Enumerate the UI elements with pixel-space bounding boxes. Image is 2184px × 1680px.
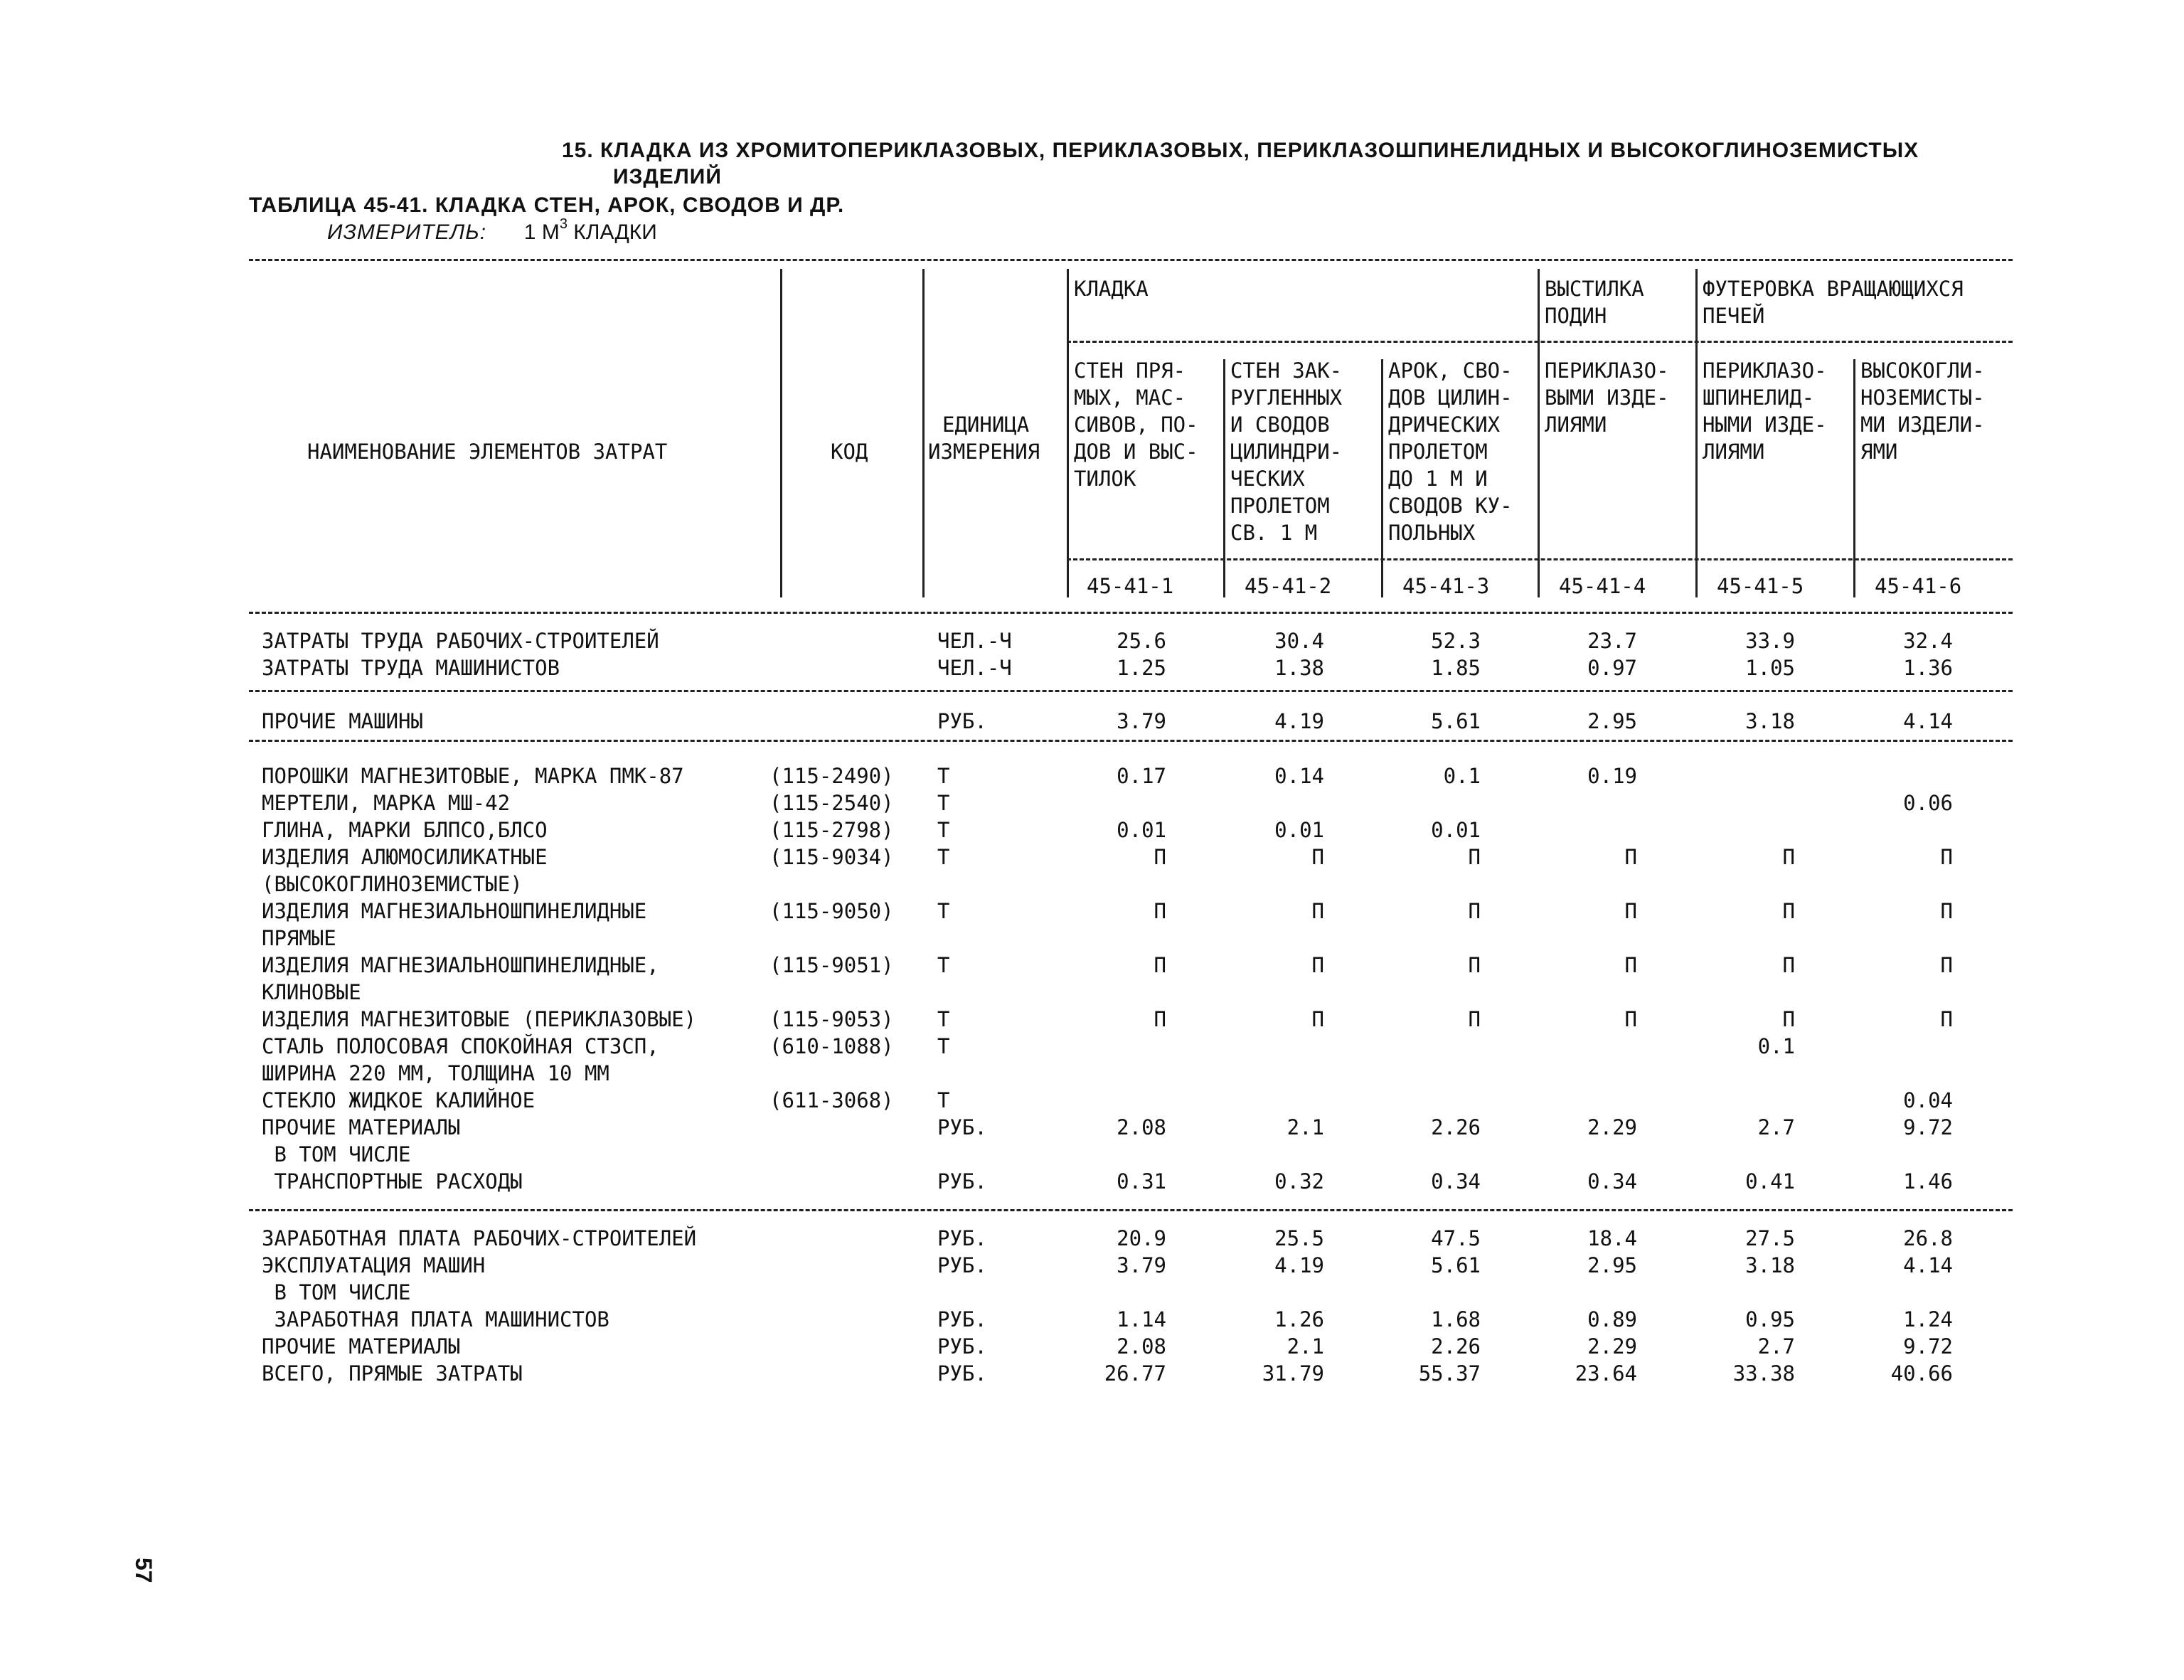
row-value-col4: 23.7 (1587, 629, 1637, 653)
header-code-6: 45-41-6 (1875, 574, 1962, 598)
row-unit: Т (937, 953, 950, 977)
row-value-col2: 2.1 (1287, 1334, 1324, 1359)
row-name: МЕРТЕЛИ, МАРКА МШ-42 (262, 791, 511, 815)
row-name: ИЗДЕЛИЯ АЛЮМОСИЛИКАТНЫЕ (262, 845, 548, 869)
row-value-col4: 2.29 (1587, 1115, 1637, 1139)
row-name: КЛИНОВЫЕ (262, 980, 361, 1004)
section-rule-2 (249, 740, 2013, 742)
row-value-col3: 55.37 (1418, 1361, 1481, 1386)
header-unit-col-line2: ИЗМЕРЕНИЯ (928, 440, 1040, 464)
row-value-col6: 4.14 (1903, 709, 1953, 733)
row-value-col5: П (1782, 845, 1795, 869)
row-value-col5: 0.41 (1745, 1169, 1795, 1193)
row-code: (115-9050) (769, 899, 894, 923)
header-sub-6: ВЫСОКОГЛИ- НОЗЕМИСТЫ- МИ ИЗДЕЛИ- ЯМИ (1860, 358, 1985, 464)
row-name: ПРОЧИЕ МАШИНЫ (262, 709, 423, 733)
row-code: (115-9034) (769, 845, 894, 869)
row-value-col2: 0.01 (1274, 818, 1324, 842)
row-value-col3: 5.61 (1431, 709, 1481, 733)
row-name: ИЗДЕЛИЯ МАГНЕЗИАЛЬНОШПИНЕЛИДНЫЕ (262, 899, 647, 923)
row-unit: РУБ. (937, 1253, 987, 1277)
row-value-col2: П (1311, 953, 1324, 977)
header-group-rule (1067, 341, 2013, 343)
row-value-col6: 1.46 (1903, 1169, 1953, 1193)
header-group-vystilka: ВЫСТИЛКА ПОДИН (1545, 277, 1644, 328)
row-name: ЗАТРАТЫ ТРУДА МАШИНИСТОВ (262, 656, 560, 680)
row-value-col2: П (1311, 845, 1324, 869)
measure-unit: 1 М (523, 220, 560, 244)
row-value-col3: П (1468, 845, 1481, 869)
header-divider-col4 (1538, 269, 1540, 597)
row-value-col1: 1.25 (1117, 656, 1166, 680)
row-code: (115-2490) (769, 764, 894, 788)
row-code: (115-9051) (769, 953, 894, 977)
row-value-col6: 32.4 (1903, 629, 1953, 653)
row-name: ЗАТРАТЫ ТРУДА РАБОЧИХ-СТРОИТЕЛЕЙ (262, 629, 659, 653)
header-bottom-rule (249, 612, 2013, 614)
row-unit: Т (937, 899, 950, 923)
row-value-col6: 26.8 (1903, 1226, 1953, 1250)
row-value-col4: П (1624, 1007, 1637, 1031)
row-unit: РУБ. (937, 1307, 987, 1331)
row-value-col3: 0.1 (1443, 764, 1481, 788)
header-code-4: 45-41-4 (1559, 574, 1646, 598)
row-value-col5: 33.38 (1732, 1361, 1795, 1386)
row-name: В ТОМ ЧИСЛЕ (262, 1142, 411, 1166)
header-divider-col2 (1223, 359, 1225, 597)
row-value-col1: 3.79 (1117, 1253, 1166, 1277)
row-value-col3: П (1468, 899, 1481, 923)
row-unit: РУБ. (937, 1334, 987, 1359)
row-value-col2: П (1311, 1007, 1324, 1031)
row-value-col5: 2.7 (1757, 1334, 1795, 1359)
row-value-col2: 30.4 (1274, 629, 1324, 653)
row-value-col4: П (1624, 899, 1637, 923)
row-name: ВСЕГО, ПРЯМЫЕ ЗАТРАТЫ (262, 1361, 523, 1386)
header-sub-3: АРОК, СВО- ДОВ ЦИЛИН- ДРИЧЕСКИХ ПРОЛЕТОМ ДО 1 М И СВОДОВ КУ- ПОЛЬНЫХ (1388, 358, 1513, 545)
row-name: ТРАНСПОРТНЫЕ РАСХОДЫ (262, 1169, 523, 1193)
row-value-col1: П (1154, 899, 1166, 923)
row-value-col3: П (1468, 953, 1481, 977)
row-value-col5: 1.05 (1745, 656, 1795, 680)
header-group-kladka: КЛАДКА (1074, 277, 1149, 301)
row-name: ПРЯМЫЕ (262, 926, 336, 950)
row-value-col4: 0.19 (1587, 764, 1637, 788)
row-value-col5: 0.1 (1757, 1034, 1795, 1058)
header-sub-1: СТЕН ПРЯ- МЫХ, МАС- СИВОВ, ПО- ДОВ И ВЫС- ТИЛОК (1074, 358, 1198, 491)
row-value-col4: 23.64 (1575, 1361, 1637, 1386)
row-value-col6: 1.24 (1903, 1307, 1953, 1331)
measure-label: ИЗМЕРИТЕЛЬ: (327, 220, 487, 244)
row-value-col4: 2.29 (1587, 1334, 1637, 1359)
section-rule-1 (249, 690, 2013, 692)
row-value-col4: 0.89 (1587, 1307, 1637, 1331)
section-rule-3 (249, 1209, 2013, 1211)
page-number: 57 (131, 1558, 156, 1583)
measure-unit-object: КЛАДКИ (573, 220, 657, 244)
row-value-col6: П (1940, 1007, 1953, 1031)
row-unit: Т (937, 1034, 950, 1058)
row-value-col2: 0.32 (1274, 1169, 1324, 1193)
row-value-col6: П (1940, 899, 1953, 923)
row-value-col2: 1.26 (1274, 1307, 1324, 1331)
row-value-col5: 0.95 (1745, 1307, 1795, 1331)
header-divider-unit-data (1067, 269, 1069, 597)
row-value-col3: 2.26 (1431, 1115, 1481, 1139)
row-name: ЗАРАБОТНАЯ ПЛАТА РАБОЧИХ-СТРОИТЕЛЕЙ (262, 1226, 697, 1250)
row-value-col3: 2.26 (1431, 1334, 1481, 1359)
header-code-col: КОД (831, 440, 868, 464)
header-divider-col3 (1381, 359, 1383, 597)
header-code-1: 45-41-1 (1087, 574, 1174, 598)
row-code: (115-2540) (769, 791, 894, 815)
row-unit: Т (937, 764, 950, 788)
header-unit-col-line1: ЕДИНИЦА (942, 413, 1030, 437)
row-value-col3: 1.68 (1431, 1307, 1481, 1331)
row-unit: Т (937, 818, 950, 842)
row-value-col4: 2.95 (1587, 709, 1637, 733)
row-value-col2: П (1311, 899, 1324, 923)
row-unit: Т (937, 791, 950, 815)
row-value-col3: 0.34 (1431, 1169, 1481, 1193)
row-value-col1: П (1154, 1007, 1166, 1031)
row-name: В ТОМ ЧИСЛЕ (262, 1280, 411, 1304)
row-name: ШИРИНА 220 ММ, ТОЛЩИНА 10 ММ (262, 1061, 609, 1085)
header-sub-4: ПЕРИКЛАЗО- ВЫМИ ИЗДЕ- ЛИЯМИ (1545, 358, 1669, 437)
row-value-col3: 5.61 (1431, 1253, 1481, 1277)
header-divider-code-unit (922, 269, 925, 597)
row-value-col1: 0.01 (1117, 818, 1166, 842)
row-value-col4: 18.4 (1587, 1226, 1637, 1250)
row-value-col1: 26.77 (1104, 1361, 1166, 1386)
row-value-col3: 1.85 (1431, 656, 1481, 680)
row-value-col3: П (1468, 1007, 1481, 1031)
row-unit: РУБ. (937, 1361, 987, 1386)
row-unit: РУБ. (937, 1115, 987, 1139)
section-title-line1: 15. КЛАДКА ИЗ ХРОМИТОПЕРИКЛАЗОВЫХ, ПЕРИКЛАЗОВЫХ, ПЕРИКЛАЗОШПИНЕЛИДНЫХ И ВЫСОКОГЛИНОЗЕМИСТЫХ (562, 139, 1919, 162)
row-code: (610-1088) (769, 1034, 894, 1058)
row-value-col2: 4.19 (1274, 1253, 1324, 1277)
row-unit: РУБ. (937, 1169, 987, 1193)
row-value-col6: П (1940, 845, 1953, 869)
row-value-col5: П (1782, 953, 1795, 977)
row-unit: РУБ. (937, 709, 987, 733)
row-value-col4: 0.97 (1587, 656, 1637, 680)
row-value-col6: П (1940, 953, 1953, 977)
row-value-col2: 4.19 (1274, 709, 1324, 733)
row-name: ИЗДЕЛИЯ МАГНЕЗИТОВЫЕ (ПЕРИКЛАЗОВЫЕ) (262, 1007, 697, 1031)
row-value-col5: 2.7 (1757, 1115, 1795, 1139)
header-code-rule (1067, 558, 2013, 560)
row-code: (611-3068) (769, 1088, 894, 1112)
row-value-col6: 40.66 (1890, 1361, 1953, 1386)
section-title-line2: ИЗДЕЛИЙ (613, 165, 722, 188)
row-value-col2: 25.5 (1274, 1226, 1324, 1250)
row-value-col2: 1.38 (1274, 656, 1324, 680)
row-value-col5: 33.9 (1745, 629, 1795, 653)
row-value-col6: 4.14 (1903, 1253, 1953, 1277)
row-name: ИЗДЕЛИЯ МАГНЕЗИАЛЬНОШПИНЕЛИДНЫЕ, (262, 953, 659, 977)
header-sub-5: ПЕРИКЛАЗО- ШПИНЕЛИД- НЫМИ ИЗДЕ- ЛИЯМИ (1703, 358, 1827, 464)
row-code: (115-9053) (769, 1007, 894, 1031)
row-value-col1: 1.14 (1117, 1307, 1166, 1331)
row-value-col1: П (1154, 953, 1166, 977)
row-value-col5: 27.5 (1745, 1226, 1795, 1250)
row-value-col1: П (1154, 845, 1166, 869)
row-value-col2: 2.1 (1287, 1115, 1324, 1139)
header-divider-col5 (1695, 269, 1698, 597)
header-code-2: 45-41-2 (1245, 574, 1332, 598)
measure-line (327, 216, 657, 245)
row-value-col1: 0.31 (1117, 1169, 1166, 1193)
row-value-col6: 0.06 (1903, 791, 1953, 815)
row-name: ЭКСПЛУАТАЦИЯ МАШИН (262, 1253, 486, 1277)
row-value-col5: П (1782, 899, 1795, 923)
row-name: (ВЫСОКОГЛИНОЗЕМИСТЫЕ) (262, 872, 523, 896)
header-name-col: НАИМЕНОВАНИЕ ЭЛЕМЕНТОВ ЗАТРАТ (307, 440, 668, 464)
row-name: ПОРОШКИ МАГНЕЗИТОВЫЕ, МАРКА ПМК-87 (262, 764, 684, 788)
table-top-rule (249, 259, 2013, 261)
header-sub-2: СТЕН ЗАК- РУГЛЕННЫХ И СВОДОВ ЦИЛИНДРИ- ЧЕСКИХ ПРОЛЕТОМ СВ. 1 М (1230, 358, 1343, 545)
row-value-col1: 3.79 (1117, 709, 1166, 733)
row-code: (115-2798) (769, 818, 894, 842)
row-value-col4: П (1624, 953, 1637, 977)
row-value-col6: 9.72 (1903, 1115, 1953, 1139)
row-value-col2: 0.14 (1274, 764, 1324, 788)
row-value-col6: 1.36 (1903, 656, 1953, 680)
row-value-col5: П (1782, 1007, 1795, 1031)
row-unit: ЧЕЛ.-Ч (937, 629, 1012, 653)
header-divider-col6 (1853, 359, 1855, 597)
row-name: ГЛИНА, МАРКИ БЛПСО,БЛСО (262, 818, 548, 842)
header-code-3: 45-41-3 (1402, 574, 1490, 598)
row-value-col1: 20.9 (1117, 1226, 1166, 1250)
row-value-col6: 0.04 (1903, 1088, 1953, 1112)
header-divider-name-code (780, 269, 782, 597)
header-code-5: 45-41-5 (1717, 574, 1804, 598)
row-value-col5: 3.18 (1745, 1253, 1795, 1277)
row-name: ПРОЧИЕ МАТЕРИАЛЫ (262, 1334, 461, 1359)
table-title: ТАБЛИЦА 45-41. КЛАДКА СТЕН, АРОК, СВОДОВ И ДР. (249, 193, 845, 217)
row-unit: Т (937, 845, 950, 869)
row-name: СТАЛЬ ПОЛОСОВАЯ СПОКОЙНАЯ СТ3СП, (262, 1034, 659, 1058)
row-value-col1: 2.08 (1117, 1115, 1166, 1139)
row-name: ЗАРАБОТНАЯ ПЛАТА МАШИНИСТОВ (262, 1307, 609, 1331)
row-value-col1: 2.08 (1117, 1334, 1166, 1359)
row-value-col6: 9.72 (1903, 1334, 1953, 1359)
row-unit: ЧЕЛ.-Ч (937, 656, 1012, 680)
row-name: ПРОЧИЕ МАТЕРИАЛЫ (262, 1115, 461, 1139)
row-unit: Т (937, 1007, 950, 1031)
row-value-col1: 25.6 (1117, 629, 1166, 653)
row-name: СТЕКЛО ЖИДКОЕ КАЛИЙНОЕ (262, 1088, 536, 1112)
row-value-col3: 47.5 (1431, 1226, 1481, 1250)
row-value-col4: 2.95 (1587, 1253, 1637, 1277)
row-value-col4: П (1624, 845, 1637, 869)
row-unit: Т (937, 1088, 950, 1112)
measure-unit-superscript: 3 (559, 216, 568, 232)
row-unit: РУБ. (937, 1226, 987, 1250)
row-value-col3: 52.3 (1431, 629, 1481, 653)
row-value-col4: 0.34 (1587, 1169, 1637, 1193)
header-group-futerovka: ФУТЕРОВКА ВРАЩАЮЩИХСЯ ПЕЧЕЙ (1703, 277, 1964, 328)
row-value-col1: 0.17 (1117, 764, 1166, 788)
row-value-col5: 3.18 (1745, 709, 1795, 733)
row-value-col2: 31.79 (1262, 1361, 1324, 1386)
row-value-col3: 0.01 (1431, 818, 1481, 842)
